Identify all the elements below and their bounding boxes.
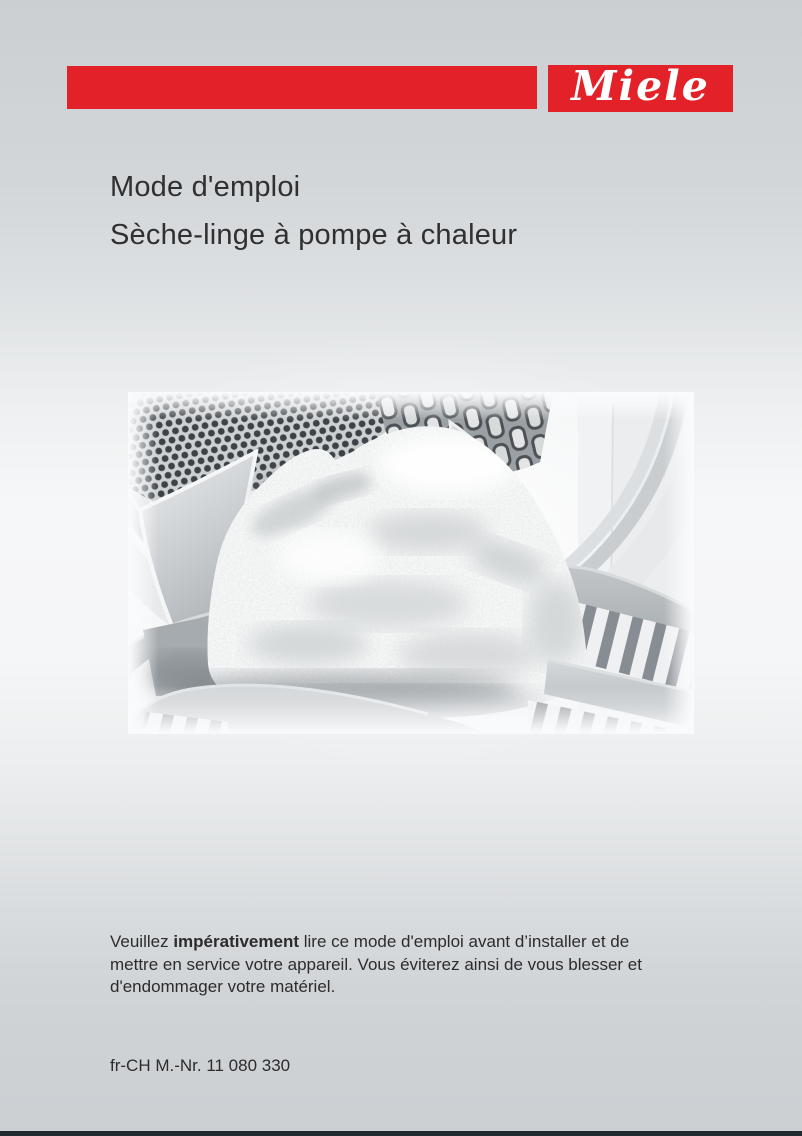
miele-logo (548, 62, 733, 112)
intro-line1-bold: impérativement (173, 932, 299, 951)
intro-line1-pre: Veuillez (110, 932, 174, 951)
miele-logo-text: Miele (571, 62, 710, 110)
bottom-edge-strip (0, 1131, 802, 1136)
page-title (110, 163, 517, 259)
intro-line3: d'endommager votre matériel. (110, 977, 336, 996)
title-document-type: Mode d'emploi (110, 171, 301, 203)
intro-paragraph (110, 931, 710, 999)
laundry-photo-illustration (128, 392, 694, 734)
intro-line1-rest: lire ce mode d'emploi avant d’installer et de (299, 932, 630, 951)
brand-red-bar (67, 66, 537, 109)
material-number: fr-CH M.-Nr. 11 080 330 (110, 1056, 291, 1075)
intro-line2: mettre en service votre appareil. Vous éviterez ainsi de vous blesser et (110, 954, 642, 974)
title-product-name: Sèche-linge à pompe à chaleur (110, 219, 518, 251)
product-photo (128, 392, 694, 734)
